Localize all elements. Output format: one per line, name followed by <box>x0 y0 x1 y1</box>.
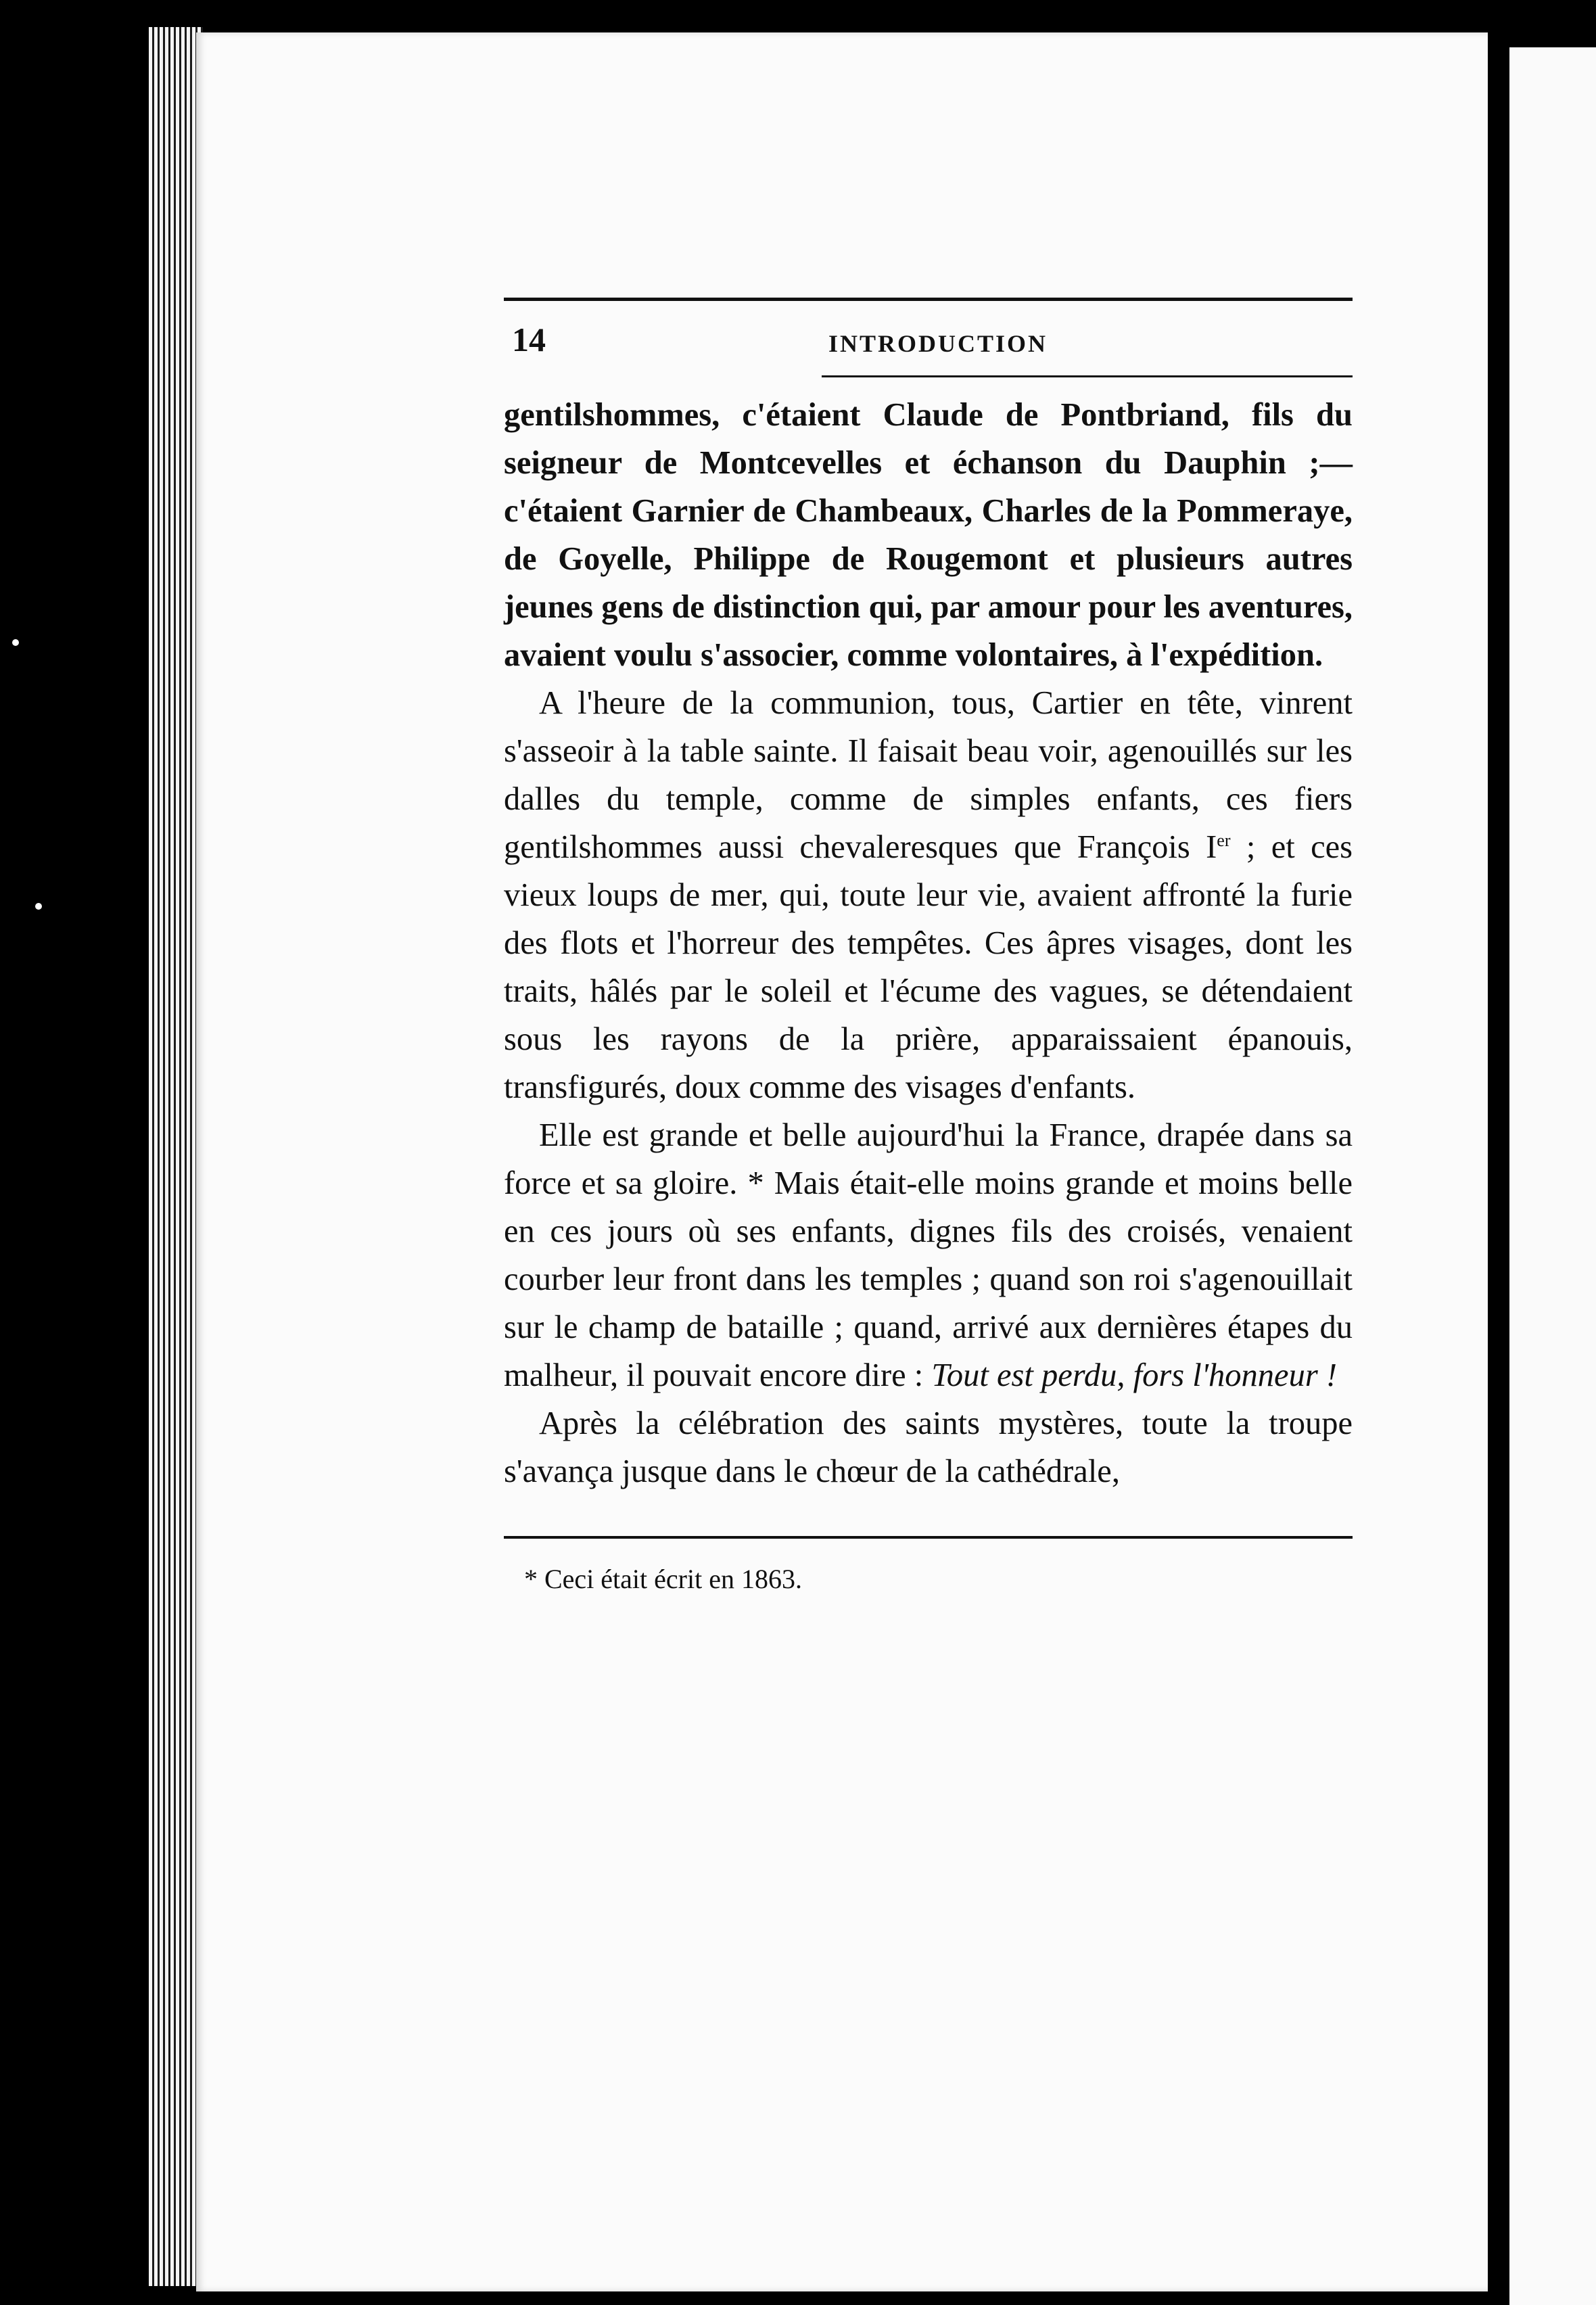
header-top-rule <box>504 298 1353 301</box>
scan-speck <box>12 639 19 646</box>
paragraph-2-start: A l'heure de la communion, tous, Cartier en tête, vinrent s'asseoir à la table sainte. Il faisait beau voir, agenouillés sur les dalles du temple, comme de simples enfants, ces fiers gentilshommes aussi chevaleresques que François I <box>504 685 1353 865</box>
paragraph-3 <box>504 1111 1353 1399</box>
running-title: INTRODUCTION <box>828 330 1048 357</box>
page-content <box>504 298 1353 1600</box>
paragraph-2 <box>504 679 1353 1111</box>
body-text <box>504 391 1353 1495</box>
footnote-rule <box>504 1536 1353 1539</box>
page-edges <box>149 27 203 2286</box>
running-head <box>504 315 1353 375</box>
paragraph-4: Après la célébration des saints mystères, toute la troupe s'avança jusque dans le chœur de la cathédrale, <box>504 1405 1353 1489</box>
footnote: * Ceci était écrit en 1863. <box>524 1564 802 1594</box>
scan-speck <box>35 903 42 910</box>
superscript-er: er <box>1217 830 1231 850</box>
italic-quote: Tout est perdu, fors l'honneur ! <box>931 1357 1337 1393</box>
header-bottom-rule <box>822 375 1353 377</box>
paragraph-2-end: ; et ces vieux loups de mer, qui, toute leur vie, avaient affronté la furie des flots et l'horreur des tempêtes. Ces âpres visages, dont les traits, hâlés par le soleil et l'écume des vagues, se détendaient sous les rayons de la prière, apparaissaient épanouis, transfigurés, doux comme des visages d'enfants. <box>504 829 1353 1105</box>
page-number: 14 <box>512 321 546 358</box>
facing-page-edge <box>1509 47 1596 2305</box>
paragraph-3-text: Elle est grande et belle aujourd'hui la France, drapée dans sa force et sa gloire. * Mais était-elle moins grande et moins belle en ces jours où ses enfants, dignes fils des croisés, venaient courber leur front dans les temples ; quand son roi s'agenouillait sur le champ de bataille ; quand, arrivé aux dernières étapes du malheur, il pouvait encore dire : <box>504 1117 1353 1393</box>
paragraph-1: gentilshommes, c'étaient Claude de Pontbriand, fils du seigneur de Montcevelles et échanson du Dauphin ;— c'étaient Garnier de Chambeaux, Charles de la Pommeraye, de Goyelle, Philippe de Rougemont et plusieurs autres jeunes gens de distinction qui, par amour pour les aventures, avaient voulu s'associer, comme volontaires, à l'expédition. <box>504 397 1353 673</box>
